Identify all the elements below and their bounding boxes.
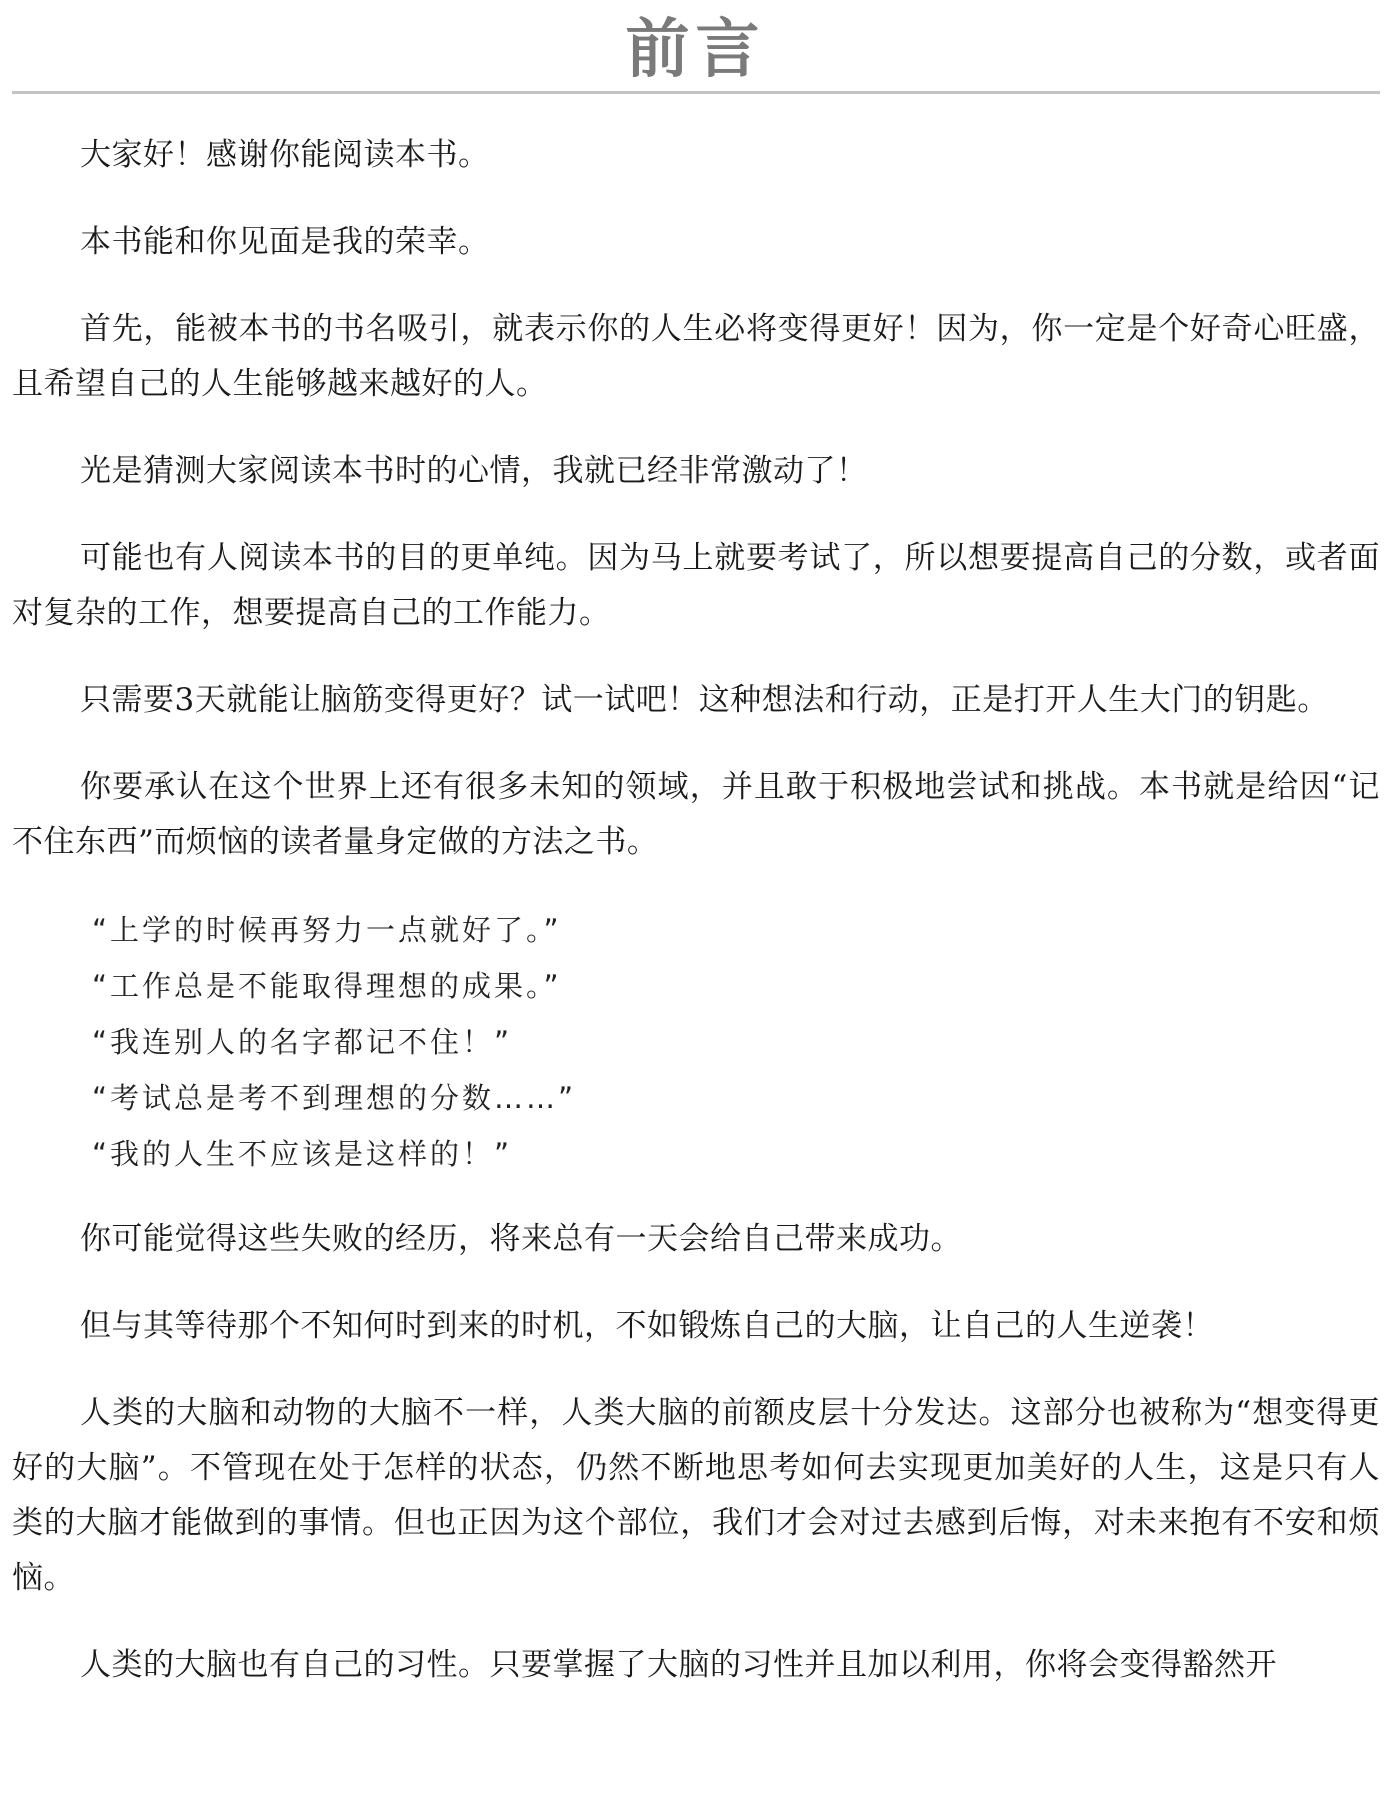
quote-line: “我的人生不应该是这样的！” (92, 1137, 513, 1171)
chapter-title: 前言 (625, 13, 766, 87)
quote-block (12, 902, 1380, 1182)
paragraph: 可能也有人阅读本书的目的更单纯。因为马上就要考试了，所以想要提高自己的分数，或者面对复杂的工作，想要提高自己的工作能力。 (12, 540, 1380, 631)
paragraph: 光是猜测大家阅读本书时的心情，我就已经非常激动了！ (80, 453, 868, 489)
paragraph: 人类的大脑和动物的大脑不一样，人类大脑的前额皮层十分发达。这部分也被称为“想变得更好的大脑”。不管现在处于怎样的状态，仍然不断地思考如何去实现更加美好的人生，这是只有人类的大脑才能做到的事情。但也正因为这个部位，我们才会对过去感到后悔，对未来抱有不安和烦恼。 (12, 1395, 1381, 1596)
paragraph: 本书能和你见面是我的荣幸。 (80, 224, 490, 260)
quote-line: “工作总是不能取得理想的成果。” (92, 969, 562, 1003)
paragraph: 你要承认在这个世界上还有很多未知的领域，并且敢于积极地尝试和挑战。本书就是给因“记不住东西”而烦恼的读者量身定做的方法之书。 (12, 769, 1380, 860)
quote-line: “上学的时候再努力一点就好了。” (92, 913, 562, 947)
paragraph: 你可能觉得这些失败的经历，将来总有一天会给自己带来成功。 (80, 1221, 962, 1257)
page-body (12, 128, 1380, 1725)
paragraph: 大家好！感谢你能阅读本书。 (80, 137, 490, 173)
quote-line: “我连别人的名字都记不住！” (92, 1025, 513, 1059)
paragraph: 人类的大脑也有自己的习性。只要掌握了大脑的习性并且加以利用，你将会变得豁然开 (80, 1647, 1277, 1683)
paragraph: 首先，能被本书的书名吸引，就表示你的人生必将变得更好！因为，你一定是个好奇心旺盛，且希望自己的人生能够越来越好的人。 (12, 311, 1380, 402)
paragraph: 只需要3天就能让脑筋变得更好？试一试吧！这种想法和行动，正是打开人生大门的钥匙。 (80, 682, 1329, 718)
title-divider (12, 91, 1380, 94)
quote-line: “考试总是考不到理想的分数……” (92, 1081, 577, 1115)
paragraph: 但与其等待那个不知何时到来的时机，不如锻炼自己的大脑，让自己的人生逆袭！ (80, 1308, 1214, 1344)
